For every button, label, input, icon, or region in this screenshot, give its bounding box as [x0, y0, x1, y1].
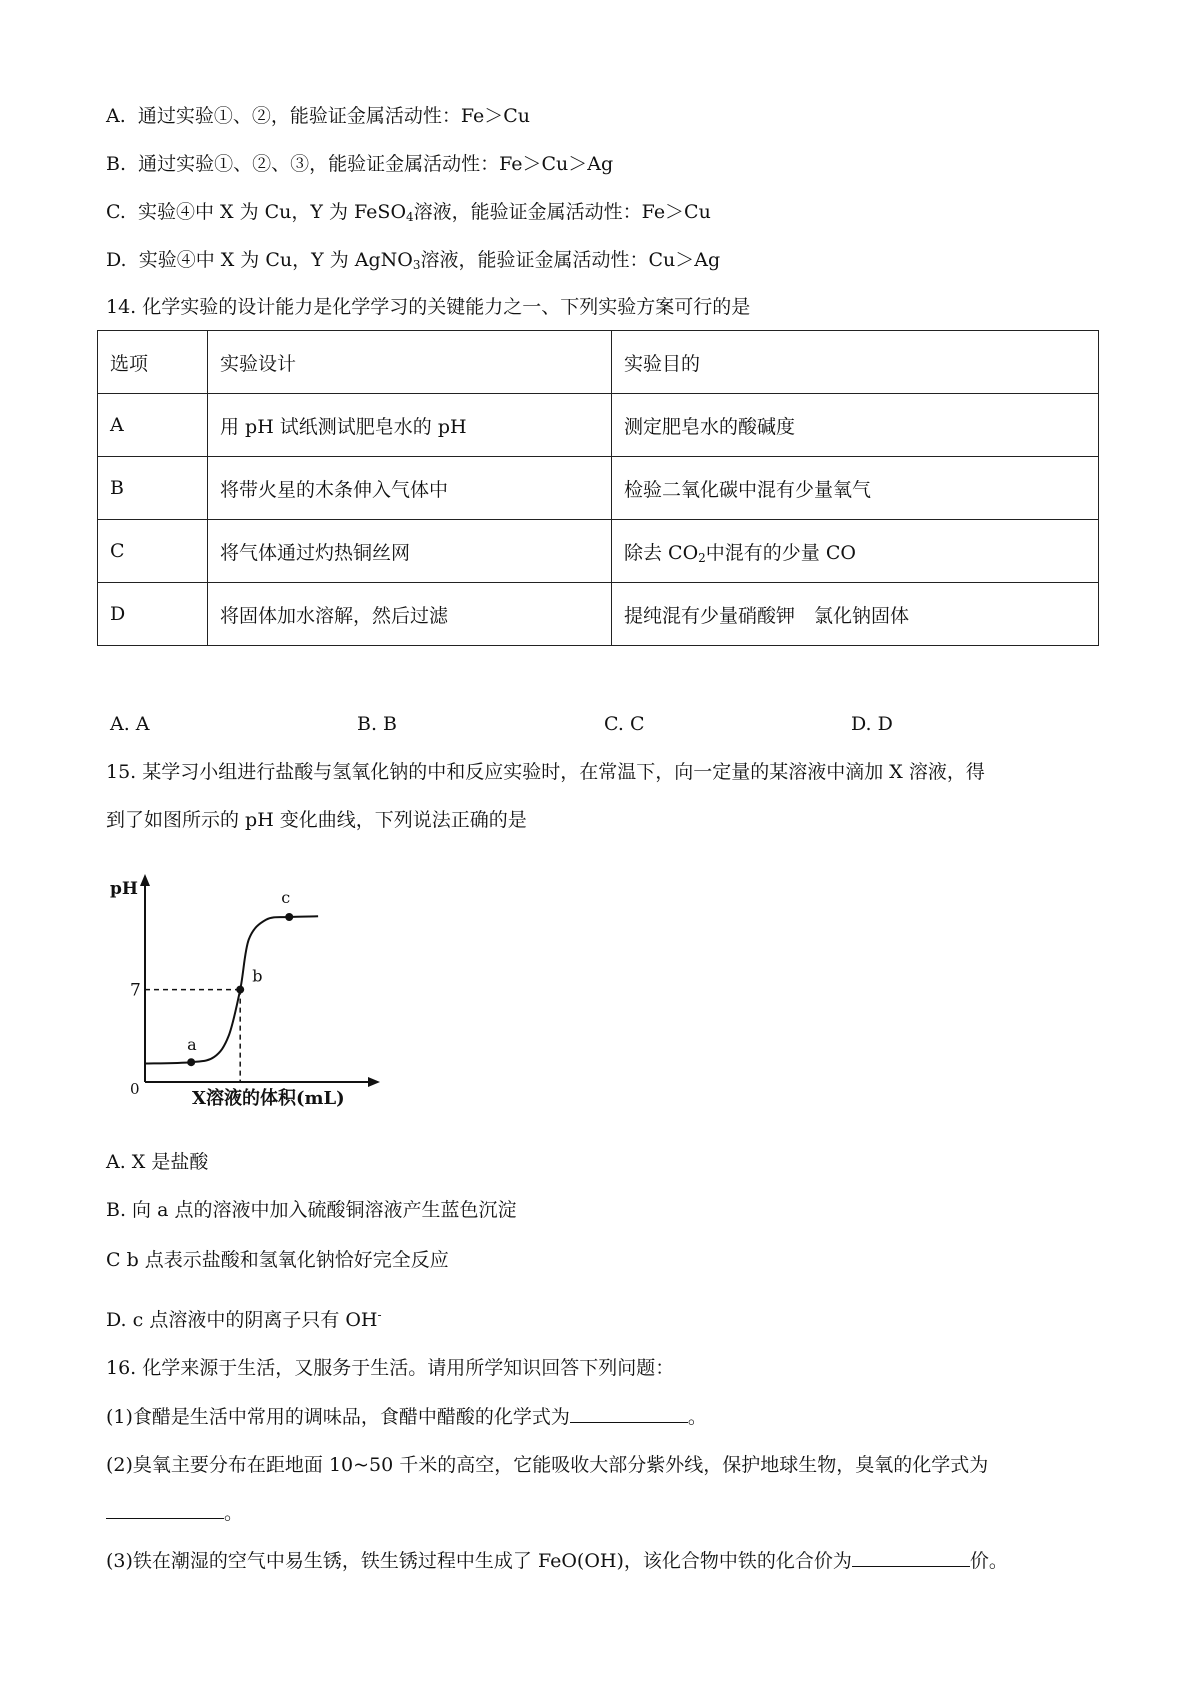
table-cell-design: 将气体通过灼热铜丝网	[208, 520, 612, 583]
option-text: 通过实验①、②，能验证金属活动性：Fe＞Cu	[137, 105, 531, 127]
q14-option-d: D. D	[851, 713, 893, 735]
table-cell-design: 将固体加水溶解，然后过滤	[208, 583, 612, 646]
part-text-after: 。	[224, 1502, 244, 1524]
table-row	[98, 520, 1099, 583]
y-tick-label: 7	[130, 980, 141, 1001]
goal-text: 提纯混有少量硝酸钾 氯化钠固体	[624, 604, 910, 627]
q15-stem-line1: 15. 某学习小组进行盐酸与氢氧化钠的中和反应实验时，在常温下，向一定量的某溶液中滴加 X 溶液，得	[106, 761, 985, 783]
q16-part1	[106, 1402, 707, 1431]
data-point-label-c: c	[281, 888, 291, 907]
q16-part2: (2)臭氧主要分布在距地面 10~50 千米的高空，它能吸收大部分紫外线，保护地球生物，臭氧的化学式为	[106, 1454, 989, 1476]
option-text-after: 溶液，能验证金属活动性：Cu＞Ag	[420, 249, 721, 271]
data-point-c	[285, 913, 293, 921]
table-header-cell: 实验设计	[208, 331, 612, 394]
q15-option-d	[106, 1306, 382, 1334]
q14-option-a: A. A	[110, 713, 150, 735]
option-text: D. c 点溶液中的阴离子只有 OH	[106, 1309, 378, 1331]
q16-part2-continued	[106, 1498, 243, 1527]
data-point-label-b: b	[252, 966, 263, 986]
q14-table	[97, 330, 1099, 646]
q14-stem: 14. 化学实验的设计能力是化学学习的关键能力之一、下列实验方案可行的是	[106, 296, 751, 318]
q15-option-b: B. 向 a 点的溶液中加入硫酸铜溶液产生蓝色沉淀	[106, 1199, 517, 1221]
answer-blank[interactable]	[106, 1498, 224, 1519]
q14-option-b: B. B	[357, 713, 398, 735]
data-point-label-a: a	[187, 1035, 197, 1055]
goal-text: 测定肥皂水的酸碱度	[624, 415, 796, 438]
table-header-cell: 实验目的	[612, 331, 1099, 394]
part-text: (3)铁在潮湿的空气中易生锈，铁生锈过程中生成了 FeO(OH)，该化合物中铁的化合价为	[106, 1550, 852, 1572]
origin-label: 0	[130, 1080, 140, 1098]
x-axis-arrow	[368, 1077, 380, 1087]
subscript: 2	[698, 550, 706, 565]
option-text: 通过实验①、②、③，能验证金属活动性：Fe＞Cu＞Ag	[138, 153, 614, 175]
q13-option-b	[106, 150, 613, 178]
superscript: -	[377, 1308, 382, 1322]
q14-option-c: C. C	[604, 713, 645, 735]
q15-option-a: A. X 是盐酸	[106, 1151, 209, 1173]
y-axis-arrow	[140, 874, 150, 886]
option-label: B.	[106, 153, 127, 175]
part-text-after: 价。	[969, 1550, 1008, 1572]
table-cell-goal	[612, 583, 1099, 646]
y-axis-label: pH	[110, 879, 138, 899]
data-point-a	[187, 1058, 195, 1066]
table-header-row	[98, 331, 1099, 394]
subscript: 4	[406, 210, 414, 224]
x-axis-label: X溶液的体积(mL)	[192, 1088, 345, 1109]
option-label: D.	[106, 249, 127, 271]
option-label: A.	[106, 105, 126, 127]
table-cell-goal	[612, 520, 1099, 583]
table-cell-goal	[612, 394, 1099, 457]
option-label: C.	[106, 201, 126, 223]
table-cell-goal	[612, 457, 1099, 520]
goal-text-after: 中混有的少量 CO	[705, 541, 856, 564]
part-text-after: 。	[687, 1406, 707, 1428]
table-cell-option: A	[98, 394, 208, 457]
option-text-after: 溶液，能验证金属活动性：Fe＞Cu	[413, 201, 711, 223]
table-cell-design: 用 pH 试纸测试肥皂水的 pH	[208, 394, 612, 457]
table-cell-design: 将带火星的木条伸入气体中	[208, 457, 612, 520]
q15-option-c: C b 点表示盐酸和氢氧化钠恰好完全反应	[106, 1249, 449, 1271]
table-header-cell: 选项	[98, 331, 208, 394]
table-cell-option: D	[98, 583, 208, 646]
data-point-b	[236, 986, 244, 994]
option-text: 实验④中 X 为 Cu，Y 为 FeSO	[138, 201, 407, 223]
q16-part3	[106, 1546, 1008, 1575]
answer-blank[interactable]	[570, 1402, 688, 1423]
q13-option-a	[106, 102, 530, 130]
q13-option-c	[106, 198, 711, 226]
table-cell-option: C	[98, 520, 208, 583]
option-text: 实验④中 X 为 Cu，Y 为 AgNO	[138, 249, 413, 271]
q15-stem-line2: 到了如图所示的 pH 变化曲线，下列说法正确的是	[106, 809, 527, 831]
q16-stem: 16. 化学来源于生活，又服务于生活。请用所学知识回答下列问题：	[106, 1357, 675, 1379]
subscript: 3	[412, 258, 421, 272]
answer-blank[interactable]	[852, 1546, 970, 1567]
table-row	[98, 394, 1099, 457]
part-text: (1)食醋是生活中常用的调味品，食醋中醋酸的化学式为	[106, 1406, 570, 1428]
table-cell-option: B	[98, 457, 208, 520]
table-row	[98, 583, 1099, 646]
table-row	[98, 457, 1099, 520]
goal-text: 检验二氧化碳中混有少量氧气	[624, 478, 872, 501]
ph-curve-chart	[100, 870, 400, 1110]
ph-curve-line	[145, 916, 318, 1063]
goal-text: 除去 CO	[624, 541, 699, 564]
q13-option-d	[106, 246, 720, 274]
